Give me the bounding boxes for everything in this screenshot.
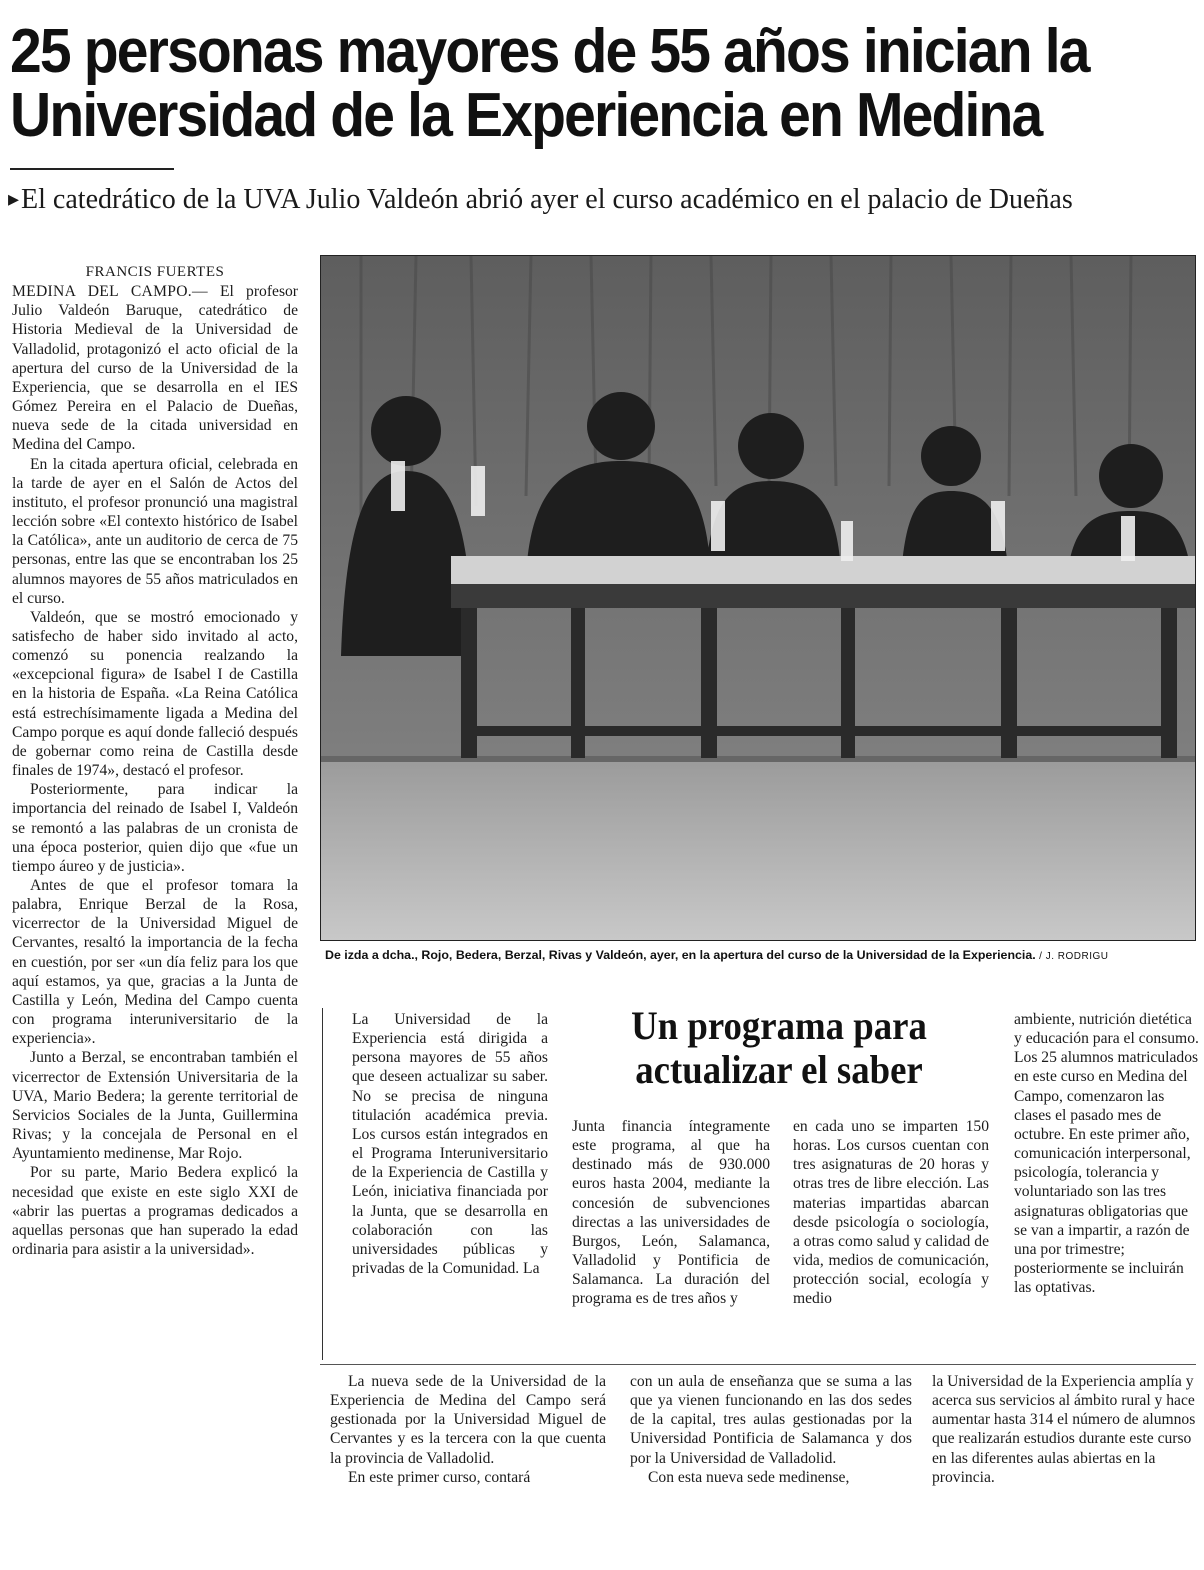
headline-rule (10, 168, 174, 170)
bottom-column-2 (630, 1372, 912, 1564)
sidebar-text: Junta financia íntegramente este programa, al que ha destinado más de 930.000 euros hasta 2004, mediante la concesión de subvenciones directas a las universidades de Burgos, León, Salamanca, Valladolid y Pontificia de Salamanca. La duración del programa es de tres años y (572, 1118, 770, 1308)
article-paragraph: Valdeón, que se mostró emocionado y satisfecho de haber sido invitado al acto, comenzó su ponencia realzando la «excepcional figura» de Isabel I de Castilla en la historia de España. «La Reina Católica está estrechísimamente ligada a Medina del Campo porque es aquí donde falleció después de gobernar como reina de Castilla desde finales de 1974», destacó el profesor. (12, 608, 298, 780)
article-paragraph: Junto a Berzal, se encontraban también el vicerrector de Extensión Universitaria de la UVA, Mario Bedera; la gerente territorial de Servicios Sociales de la Junta, Guillermina Rivas; y la concejala de Personal en el Ayuntamiento medinense, Mar Rojo. (12, 1049, 298, 1163)
headline (10, 17, 1100, 150)
sidebar-text: en cada uno se imparten 150 horas. Los cursos cuentan con tres asignaturas de 20 horas y otras tres de libre elección. Las materias impartidas abarcan desde psicología o sociología, a otras como salud y calidad de vida, medios de comunicación, protección social, ecología y medio (793, 1118, 989, 1308)
article-paragraph: Por su parte, Mario Bedera explicó la necesidad que existe en este siglo XXI de «abrir las puertas a programas dedicados a aquellas personas que han superado la edad ordinaria para asistir a la universidad». (12, 1164, 298, 1258)
article-column-left (12, 263, 298, 1563)
sidebar-column-2 (572, 1117, 770, 1360)
sidebar-title (601, 1004, 958, 1092)
news-photo (320, 255, 1196, 941)
article-paragraph: En la citada apertura oficial, celebrada en la tarde de ayer en el Salón de Actos del instituto, el profesor pronunció una magistral lección sobre «El contexto histórico de Isabel la Católica», ante un auditorio de cerca de 75 personas, entre las que se encontraban los 25 alumnos mayores de 55 años matriculados en el curso. (12, 455, 298, 607)
dateline: MEDINA DEL CAMPO.— (12, 283, 208, 301)
subheadline-text: El catedrático de la UVA Julio Valdeón abrió ayer el curso académico en el palacio de Dueñas (21, 184, 1073, 215)
article-paragraph: En este primer curso, contará (348, 1468, 531, 1486)
triangle-bullet-icon: ▸ (8, 186, 20, 211)
article-paragraph: Con esta nueva sede medinense, (648, 1468, 850, 1486)
byline: FRANCIS FUERTES (85, 264, 225, 280)
sidebar-bottom-rule (320, 1364, 1196, 1365)
article-paragraph: con un aula de enseñanza que se suma a las que ya vienen funcionando en las dos sedes de la capital, tres aulas gestionadas por la Universidad Pontificia de Salamanca y dos por la Universidad de Valladolid. (630, 1373, 912, 1467)
sidebar-title-line-2: actualizar el saber (635, 1047, 923, 1092)
paragraph-text: El profesor Julio Valdeón Baruque, catedrático de Historia Medieval de la Universidad de Valladolid, protagonizó el acto oficial de la apertura del curso de la Universidad de la Experiencia, que se desarrolla en el IES Gómez Pereira en el Palacio de Dueñas, nueva sede de la citada universidad en Medina del Campo. (12, 283, 298, 454)
article-paragraph: Antes de que el profesor tomara la palabra, Enrique Berzal de la Rosa, vicerrector de la Universidad Miguel de Cervantes, resaltó la importancia de la fecha en cuestión, por ser «un día feliz para los que aquí estamos, ya que, gracias a la Junta de Castilla y León, Medina del Campo cuenta con programa interuniversitario de la experiencia». (12, 877, 298, 1048)
headline-line-2: Universidad de la Experiencia en Medina (10, 81, 1042, 150)
article-paragraph (12, 282, 298, 454)
subheadline (8, 183, 1073, 218)
sidebar-text: ambiente, nutrición dietética y educación para el consumo. Los 25 alumnos matriculados en este curso en Medina del Campo, comenzaron las clases el pasado mes de octubre. En este primer año, comunicación interpersonal, psicología, tolerancia y voluntariado son las tres asignaturas obligatorias que se van a impartir, a razón de una por trimestre; posteriormente se incluirán las optativas. (1014, 1011, 1199, 1297)
photo-caption (325, 948, 1195, 962)
sidebar-column-3 (793, 1117, 989, 1360)
sidebar-column-1 (352, 1010, 548, 1360)
headline-line-1: 25 personas mayores de 55 años inician la (10, 17, 1089, 86)
sidebar-text: La Universidad de la Experiencia está dirigida a persona mayores de 55 años que deseen actualizar su saber. No se precisa de ninguna titulación académica previa. Los cursos están integrados en el Programa Interuniversitario de la Experiencia de Castilla y León, iniciativa financiada por la Junta, que se desarrolla en colaboración con las universidades públicas y privadas de la Comunidad. La (352, 1011, 548, 1278)
photo-illustration (321, 256, 1195, 940)
sidebar-title-line-1: Un programa para (631, 1003, 927, 1048)
sidebar-column-4 (1014, 1010, 1200, 1360)
bottom-column-3 (932, 1372, 1202, 1564)
article-paragraph: la Universidad de la Experiencia amplía y acerca sus servicios al ámbito rural y hace aumentar hasta 314 el número de alumnos que realizarán estudios durante este curso en las diferentes aulas abiertas en la provincia. (932, 1373, 1196, 1486)
bottom-column-1 (330, 1372, 606, 1564)
caption-text: De izda a dcha., Rojo, Bedera, Berzal, Rivas y Valdeón, ayer, en la apertura del curso de la Universidad de la Experiencia. (325, 948, 1036, 962)
article-paragraph: La nueva sede de la Universidad de la Experiencia de Medina del Campo será gestionada por la Universidad Miguel de Cervantes y es la tercera con la que cuenta la provincia de Valladolid. (330, 1373, 606, 1467)
photo-credit: / J. RODRIGU (1039, 951, 1109, 962)
sidebar-left-rule (322, 1008, 323, 1360)
article-paragraph: Posteriormente, para indicar la importancia del reinado de Isabel I, Valdeón se remontó a las palabras de un cronista de una época posterior, quien dijo que «fue un tiempo áureo y de justicia». (12, 781, 298, 875)
